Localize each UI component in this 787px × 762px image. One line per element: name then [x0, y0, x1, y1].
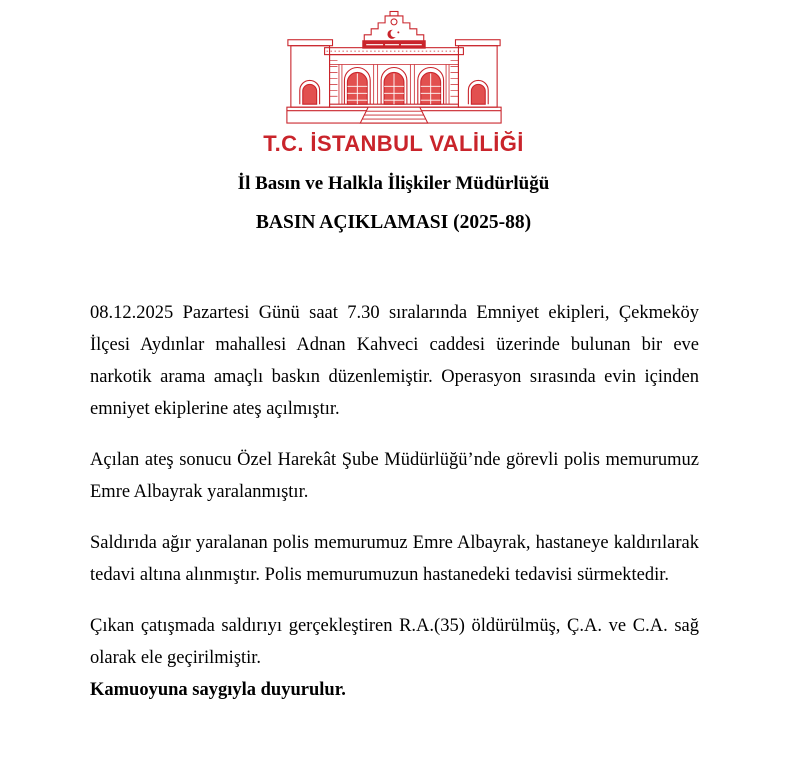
paragraph-3: Saldırıda ağır yaralanan polis memurumuz Emre Albayrak, hastaneye kaldırılarak tedavi altına alınmıştır. Polis memurumuzun hastanedeki tedavisi sürmektedir.	[90, 533, 699, 585]
paragraph-2: Açılan ateş sonucu Özel Harekât Şube Müdürlüğü’nde görevli polis memurumuz Emre Albayrak yaralanmıştır.	[90, 450, 699, 502]
paragraph-1: 08.12.2025 Pazartesi Günü saat 7.30 sıralarında Emniyet ekipleri, Çekmeköy İlçesi Aydınlar mahallesi Adnan Kahveci caddesi üzerinde bulunan bir eve narkotik arama amaçlı baskın düzenlemiştir. Operasyon sırasında evin içinden emniyet ekiplerine ateş açılmıştır.	[90, 303, 699, 419]
department-title: İl Basın ve Halkla İlişkiler Müdürlüğü	[237, 173, 550, 194]
closing-line: Kamuoyuna saygıyla duyurulur.	[90, 680, 346, 700]
org-name: T.C. İSTANBUL VALİLİĞİ	[263, 131, 524, 156]
governorship-building-icon	[275, 8, 513, 129]
governorship-logo	[0, 8, 787, 129]
press-release-body	[90, 297, 699, 706]
press-release-title: BASIN AÇIKLAMASI (2025-88)	[255, 212, 532, 233]
paragraph-4: Çıkan çatışmada saldırıyı gerçekleştiren R.A.(35) öldürülmüş, Ç.A. ve C.A. sağ olarak ele geçirilmiştir.	[90, 616, 699, 668]
